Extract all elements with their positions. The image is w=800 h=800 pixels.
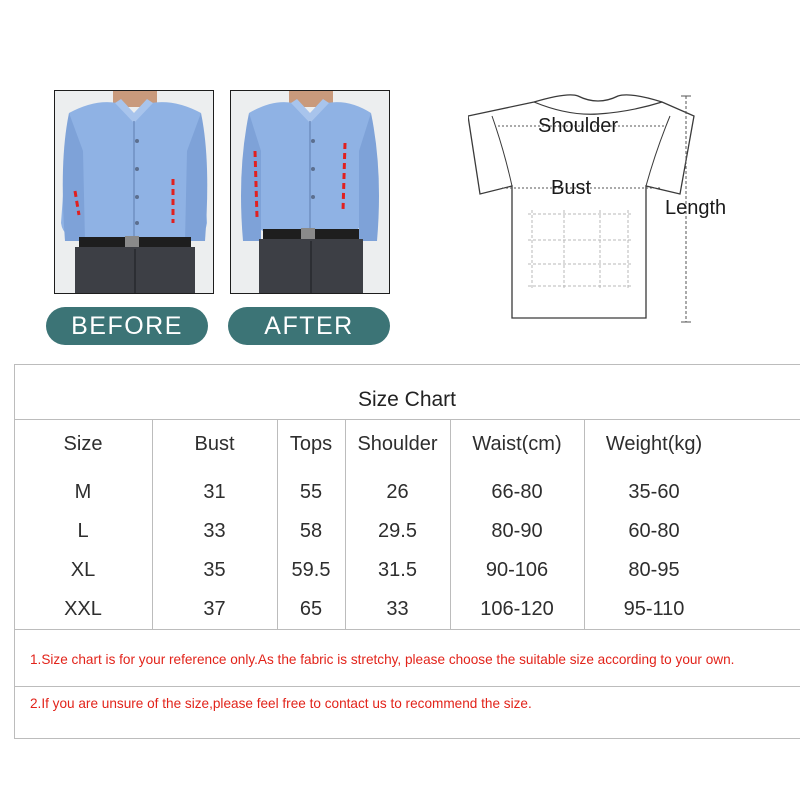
table-rule xyxy=(14,686,800,687)
size-chart-title: Size Chart xyxy=(357,388,457,411)
table-row-shoulder: 29.5 xyxy=(378,520,417,542)
table-row-weight: 60-80 xyxy=(628,520,680,542)
table-row-size: XL xyxy=(70,559,96,581)
table-row-tops: 55 xyxy=(299,481,323,503)
table-row-waist: 90-106 xyxy=(485,559,549,581)
table-rule xyxy=(14,419,800,420)
length-label: Length xyxy=(665,197,727,219)
header-size: Size xyxy=(63,433,103,455)
header-shoulder: Shoulder xyxy=(357,433,438,455)
table-rule xyxy=(14,629,800,630)
header-bust: Bust xyxy=(194,433,235,455)
table-row-tops: 58 xyxy=(299,520,323,542)
table-row-waist: 106-120 xyxy=(480,598,554,620)
table-row-size: L xyxy=(77,520,89,542)
shoulder-label: Shoulder xyxy=(538,115,619,137)
size-chart-table xyxy=(14,364,800,739)
before-photo xyxy=(54,90,214,294)
table-border-bottom xyxy=(14,738,800,739)
table-border-left xyxy=(14,364,15,739)
after-label: AFTER xyxy=(228,307,390,345)
table-row-bust: 31 xyxy=(203,481,226,503)
table-row-bust: 33 xyxy=(203,520,226,542)
header-weight: Weight(kg) xyxy=(605,433,703,455)
table-border-top xyxy=(14,364,800,365)
table-row-waist: 80-90 xyxy=(491,520,543,542)
size-note-1: 1.Size chart is for your reference only.As the fabric is stretchy, please choose the suitable size according to your own. xyxy=(30,652,735,667)
before-label: BEFORE xyxy=(46,307,208,345)
table-row-shoulder: 31.5 xyxy=(378,559,417,581)
table-row-tops: 65 xyxy=(299,598,323,620)
table-row-weight: 95-110 xyxy=(623,598,685,620)
table-row-bust: 37 xyxy=(203,598,226,620)
after-photo xyxy=(230,90,390,294)
table-row-weight: 80-95 xyxy=(628,559,680,581)
table-row-tops: 59.5 xyxy=(291,559,331,581)
table-row-size: M xyxy=(74,481,92,503)
table-row-weight: 35-60 xyxy=(628,481,680,503)
header-waist: Waist(cm) xyxy=(472,433,562,455)
table-row-shoulder: 26 xyxy=(386,481,409,503)
table-row-bust: 35 xyxy=(203,559,226,581)
size-note-2: 2.If you are unsure of the size,please feel free to contact us to recommend the size. xyxy=(30,696,532,711)
table-row-size: XXL xyxy=(64,598,102,620)
bust-label: Bust xyxy=(551,177,592,199)
header-tops: Tops xyxy=(289,433,333,455)
table-row-shoulder: 33 xyxy=(386,598,409,620)
table-row-waist: 66-80 xyxy=(491,481,543,503)
